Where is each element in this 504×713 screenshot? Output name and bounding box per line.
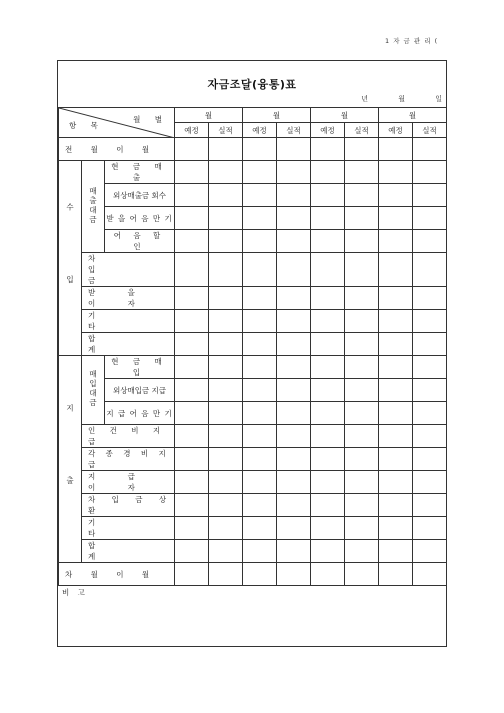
carry-in-label: 전 월 이 월	[59, 138, 175, 161]
cell[interactable]	[345, 310, 379, 333]
cell[interactable]	[413, 333, 447, 356]
cell[interactable]	[413, 287, 447, 310]
cell[interactable]	[413, 310, 447, 333]
table-row	[59, 471, 447, 494]
cell[interactable]	[311, 138, 345, 161]
cell[interactable]	[277, 540, 311, 563]
table-row	[59, 230, 447, 253]
table-row	[59, 253, 447, 287]
actual-header: 실적	[209, 123, 243, 138]
cell[interactable]	[175, 448, 209, 471]
cell[interactable]	[311, 184, 345, 207]
cell[interactable]	[311, 563, 345, 586]
cell[interactable]	[175, 517, 209, 540]
date-day: 일	[435, 95, 442, 103]
cell[interactable]	[243, 310, 277, 333]
cell[interactable]	[379, 138, 413, 161]
cell[interactable]	[311, 333, 345, 356]
cell[interactable]	[345, 184, 379, 207]
table-row	[59, 494, 447, 517]
plan-header: 예정	[175, 123, 209, 138]
cell[interactable]	[209, 161, 243, 184]
table-row	[59, 333, 447, 356]
table-row	[59, 287, 447, 310]
cell[interactable]	[345, 425, 379, 448]
form-frame	[57, 60, 447, 647]
expense-row-label: 지 급 이 자	[82, 471, 175, 494]
cell[interactable]	[277, 471, 311, 494]
cell[interactable]	[345, 333, 379, 356]
cell[interactable]	[345, 379, 379, 402]
corner-month-label: 월 별	[133, 115, 169, 124]
cell[interactable]	[277, 448, 311, 471]
cell[interactable]	[209, 356, 243, 379]
table-row	[59, 379, 447, 402]
cell[interactable]	[277, 184, 311, 207]
cell[interactable]	[311, 494, 345, 517]
cell[interactable]	[413, 517, 447, 540]
cell[interactable]	[413, 471, 447, 494]
cell[interactable]	[311, 310, 345, 333]
cell[interactable]	[413, 563, 447, 586]
cell[interactable]	[277, 402, 311, 425]
cell[interactable]	[413, 230, 447, 253]
income-row-label: 받 을 어 음 만 기	[105, 207, 175, 230]
cell[interactable]	[243, 379, 277, 402]
cell[interactable]	[413, 494, 447, 517]
cell[interactable]	[243, 448, 277, 471]
cell[interactable]	[243, 425, 277, 448]
cell[interactable]	[243, 563, 277, 586]
expense-row-label: 외상매입금 지급	[105, 379, 175, 402]
expense-total-label: 합 계	[82, 540, 175, 563]
cell[interactable]	[175, 402, 209, 425]
cell[interactable]	[413, 379, 447, 402]
cell[interactable]	[345, 402, 379, 425]
header-note: 1 자 금 관 리 (	[385, 37, 439, 45]
date-line	[361, 94, 442, 104]
expense-row-label: 차 입 금 상 환	[82, 494, 175, 517]
date-month: 월	[398, 95, 405, 103]
income-row-label: 외상매출금 회수	[105, 184, 175, 207]
table-row	[59, 425, 447, 448]
cell[interactable]	[175, 494, 209, 517]
cell[interactable]	[209, 425, 243, 448]
cell[interactable]	[277, 379, 311, 402]
income-row-label: 차 입 금	[82, 253, 175, 287]
income-section-label: 수 입	[59, 161, 82, 356]
cell[interactable]	[379, 494, 413, 517]
expense-row-label: 기 타	[82, 517, 175, 540]
cell[interactable]	[175, 287, 209, 310]
cell[interactable]	[243, 540, 277, 563]
expense-row-label: 현 금 매 입	[105, 356, 175, 379]
cell[interactable]	[277, 517, 311, 540]
cell[interactable]	[311, 471, 345, 494]
cell[interactable]	[311, 517, 345, 540]
month-header-4: 월	[379, 108, 447, 123]
cell[interactable]	[175, 253, 209, 287]
cell[interactable]	[379, 448, 413, 471]
expense-row-label: 각 종 경 비 지 급	[82, 448, 175, 471]
cell[interactable]	[345, 287, 379, 310]
cell[interactable]	[209, 540, 243, 563]
table-row	[59, 402, 447, 425]
income-row-label: 어 음 할 인	[105, 230, 175, 253]
carry-out-label: 차 월 이 월	[59, 563, 175, 586]
cell[interactable]	[345, 230, 379, 253]
cell[interactable]	[243, 494, 277, 517]
actual-header: 실적	[345, 123, 379, 138]
cell[interactable]	[243, 471, 277, 494]
form-title: 자금조달(융통)표	[207, 78, 297, 91]
expense-row-label: 지 급 어 음 만 기	[105, 402, 175, 425]
cell[interactable]	[243, 207, 277, 230]
cell[interactable]	[209, 138, 243, 161]
cell[interactable]	[345, 356, 379, 379]
cell[interactable]	[413, 184, 447, 207]
cell[interactable]	[175, 471, 209, 494]
table-row	[59, 161, 447, 184]
cell[interactable]	[311, 161, 345, 184]
cell[interactable]	[311, 448, 345, 471]
table-row	[59, 207, 447, 230]
cell[interactable]	[413, 207, 447, 230]
cell[interactable]	[209, 287, 243, 310]
cell[interactable]	[379, 540, 413, 563]
cell[interactable]	[277, 253, 311, 287]
cell[interactable]	[277, 494, 311, 517]
table-row	[59, 563, 447, 586]
cell[interactable]	[311, 379, 345, 402]
cell[interactable]	[277, 333, 311, 356]
table-row	[59, 184, 447, 207]
cell[interactable]	[277, 310, 311, 333]
actual-header: 실적	[413, 123, 447, 138]
cell[interactable]	[379, 563, 413, 586]
cell[interactable]	[311, 402, 345, 425]
cell[interactable]	[209, 310, 243, 333]
plan-header: 예정	[243, 123, 277, 138]
sales-group-label: 매출대금	[82, 161, 105, 253]
cell[interactable]	[209, 333, 243, 356]
cell[interactable]	[243, 517, 277, 540]
cell[interactable]	[209, 402, 243, 425]
cell[interactable]	[175, 379, 209, 402]
remarks-area[interactable]	[58, 585, 446, 646]
cell[interactable]	[345, 494, 379, 517]
cell[interactable]	[379, 253, 413, 287]
cell[interactable]	[175, 425, 209, 448]
cell[interactable]	[311, 425, 345, 448]
cell[interactable]	[175, 207, 209, 230]
cell[interactable]	[345, 563, 379, 586]
cell[interactable]	[175, 230, 209, 253]
cell[interactable]	[413, 253, 447, 287]
actual-header: 실적	[277, 123, 311, 138]
cell[interactable]	[379, 230, 413, 253]
income-total-label: 합 계	[82, 333, 175, 356]
cell[interactable]	[277, 230, 311, 253]
table-row	[59, 517, 447, 540]
cell[interactable]	[379, 333, 413, 356]
cell[interactable]	[209, 207, 243, 230]
cell[interactable]	[277, 356, 311, 379]
corner-header-cell	[59, 108, 175, 138]
cell[interactable]	[345, 161, 379, 184]
cell[interactable]	[175, 540, 209, 563]
cell[interactable]	[277, 161, 311, 184]
cell[interactable]	[175, 333, 209, 356]
cell[interactable]	[345, 253, 379, 287]
cell[interactable]	[379, 356, 413, 379]
cell[interactable]	[277, 287, 311, 310]
cell[interactable]	[345, 448, 379, 471]
cell[interactable]	[209, 230, 243, 253]
cell[interactable]	[209, 494, 243, 517]
cell[interactable]	[345, 540, 379, 563]
cell[interactable]	[175, 563, 209, 586]
table-row	[59, 540, 447, 563]
cell[interactable]	[175, 138, 209, 161]
income-row-label: 받 을 이 자	[82, 287, 175, 310]
cell[interactable]	[175, 184, 209, 207]
cell[interactable]	[379, 471, 413, 494]
cell[interactable]	[311, 540, 345, 563]
cell[interactable]	[175, 161, 209, 184]
cell[interactable]	[379, 402, 413, 425]
cell[interactable]	[345, 138, 379, 161]
cell[interactable]	[379, 207, 413, 230]
cell[interactable]	[209, 563, 243, 586]
cell[interactable]	[277, 207, 311, 230]
purchase-group-label: 매입대금	[82, 356, 105, 425]
income-row-label: 기 타	[82, 310, 175, 333]
cell[interactable]	[413, 425, 447, 448]
cell[interactable]	[413, 448, 447, 471]
cell[interactable]	[345, 207, 379, 230]
table-row	[59, 138, 447, 161]
cell[interactable]	[175, 310, 209, 333]
cell[interactable]	[243, 161, 277, 184]
cell[interactable]	[379, 379, 413, 402]
month-header-1: 월	[175, 108, 243, 123]
cell[interactable]	[209, 379, 243, 402]
cell[interactable]	[243, 287, 277, 310]
cell[interactable]	[243, 230, 277, 253]
cell[interactable]	[379, 161, 413, 184]
cell[interactable]	[209, 448, 243, 471]
date-year: 년	[361, 95, 368, 103]
cell[interactable]	[209, 253, 243, 287]
remarks-label: 비 고	[62, 588, 88, 597]
cell[interactable]	[311, 253, 345, 287]
table-row	[59, 448, 447, 471]
cell[interactable]	[379, 184, 413, 207]
cell[interactable]	[243, 184, 277, 207]
cell[interactable]	[209, 517, 243, 540]
cell[interactable]	[311, 207, 345, 230]
plan-header: 예정	[379, 123, 413, 138]
cell[interactable]	[243, 138, 277, 161]
cell[interactable]	[175, 356, 209, 379]
cell[interactable]	[243, 356, 277, 379]
cell[interactable]	[413, 356, 447, 379]
month-header-2: 월	[243, 108, 311, 123]
cell[interactable]	[413, 138, 447, 161]
funding-table	[58, 107, 447, 586]
title-area	[58, 61, 446, 107]
cell[interactable]	[243, 253, 277, 287]
corner-item-label: 항 목	[69, 121, 104, 130]
cell[interactable]	[311, 230, 345, 253]
cell[interactable]	[277, 425, 311, 448]
cell[interactable]	[209, 471, 243, 494]
cell[interactable]	[277, 563, 311, 586]
expense-section-label: 지 출	[59, 356, 82, 563]
cell[interactable]	[413, 402, 447, 425]
cell[interactable]	[311, 356, 345, 379]
cell[interactable]	[379, 310, 413, 333]
cell[interactable]	[379, 517, 413, 540]
cell[interactable]	[243, 333, 277, 356]
cell[interactable]	[345, 517, 379, 540]
cell[interactable]	[277, 138, 311, 161]
expense-row-label: 인 건 비 지 급	[82, 425, 175, 448]
month-header-3: 월	[311, 108, 379, 123]
cell[interactable]	[243, 402, 277, 425]
cell[interactable]	[311, 287, 345, 310]
table-row	[59, 356, 447, 379]
cell[interactable]	[209, 184, 243, 207]
plan-header: 예정	[311, 123, 345, 138]
cell[interactable]	[413, 540, 447, 563]
cell[interactable]	[379, 287, 413, 310]
cell[interactable]	[345, 471, 379, 494]
table-row	[59, 310, 447, 333]
income-row-label: 현 금 매 출	[105, 161, 175, 184]
cell[interactable]	[413, 161, 447, 184]
cell[interactable]	[379, 425, 413, 448]
